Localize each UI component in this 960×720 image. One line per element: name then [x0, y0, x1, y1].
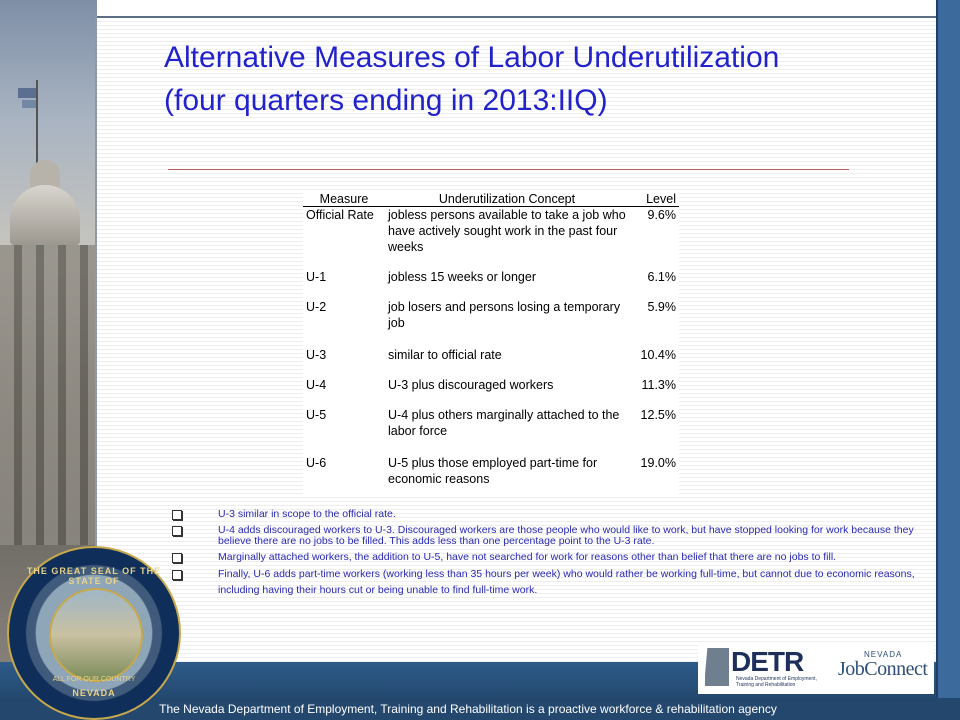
row-level: 11.3% [641, 378, 676, 392]
note-text: U-4 adds discouraged workers to U-3. Discouraged workers are those people who would like to work, but have stopped looking for work because they believe there are no jobs to be filled. This adds less than one percentage point to the U-3 rate. [218, 524, 914, 547]
capitol-facade [0, 245, 97, 545]
row-concept: U-4 plus others marginally attached to the labor force [388, 408, 620, 438]
table-row [303, 207, 679, 270]
list-item [168, 525, 924, 547]
row-measure: U-3 [306, 348, 327, 362]
row-concept: similar to official rate [388, 348, 502, 362]
table-row [303, 407, 679, 455]
note-text: Marginally attached workers, the addition to U-5, have not searched for work for reasons other than belief that there are no jobs to fill. [218, 551, 837, 563]
right-accent-bar [936, 0, 960, 720]
row-level: 6.1% [647, 270, 676, 284]
row-level: 9.6% [647, 208, 676, 222]
partner-logos [698, 644, 934, 694]
content-top-border [97, 16, 936, 18]
checkbox-bullet-icon [172, 553, 182, 563]
measures-table-container [303, 192, 679, 494]
table-row [303, 299, 679, 347]
row-concept: job losers and persons losing a temporary job [388, 300, 621, 330]
measures-table [303, 192, 679, 491]
list-item [168, 509, 924, 520]
title-divider [168, 169, 849, 170]
flagpole [36, 80, 38, 165]
flag-icon [22, 100, 36, 108]
row-measure: U-6 [306, 456, 327, 470]
row-concept: jobless 15 weeks or longer [388, 270, 536, 284]
table-row [303, 347, 679, 377]
row-level: 19.0% [640, 456, 676, 470]
notes-list [168, 509, 924, 603]
table-row [303, 377, 679, 407]
table-row [303, 455, 679, 491]
checkbox-bullet-icon [172, 510, 182, 520]
row-concept: U-3 plus discouraged workers [388, 378, 554, 392]
row-measure: Official Rate [306, 208, 374, 222]
list-item [168, 552, 924, 563]
row-concept: U-5 plus those employed part-time for economic reasons [388, 456, 598, 486]
jobconnect-state-label: NEVADA [864, 650, 903, 659]
table-header-row [303, 192, 679, 207]
slide-title: Alternative Measures of Labor Underutilization (four quarters ending in 2013:IIQ) [164, 41, 780, 117]
detr-logo-subtitle: Nevada Department of Employment, Training and Rehabilitation [736, 676, 817, 688]
row-concept: jobless persons available to take a job who have actively sought work in the past four weeks [388, 208, 626, 254]
seal-bottom-text: NEVADA [72, 688, 116, 698]
note-text: Finally, U-6 adds part-time workers (working less than 35 hours per week) who would rather be working full-time, but cannot due to economic reasons, including having their hours cut or being unable to find full-time work. [218, 568, 915, 596]
row-measure: U-1 [306, 270, 327, 284]
header-measure: Measure [303, 192, 385, 207]
row-level: 10.4% [640, 348, 676, 362]
flag-icon [18, 88, 36, 98]
detr-logo: DETR [731, 646, 804, 677]
row-measure: U-4 [306, 378, 327, 392]
row-level: 5.9% [647, 300, 676, 314]
row-measure: U-5 [306, 408, 327, 422]
header-level: Level [629, 192, 679, 207]
row-measure: U-2 [306, 300, 327, 314]
seal-top-text: THE GREAT SEAL OF THE STATE OF [26, 566, 162, 586]
capitol-dome [10, 185, 80, 245]
nevada-state-outline-icon [705, 648, 729, 686]
right-accent-edge [936, 0, 938, 720]
row-level: 12.5% [640, 408, 676, 422]
list-item [168, 566, 924, 598]
nevada-state-seal [7, 546, 181, 720]
header-concept: Underutilization Concept [385, 192, 629, 207]
table-row [303, 269, 679, 299]
footer-text: The Nevada Department of Employment, Training and Rehabilitation is a proactive workforce & rehabilitation agency [159, 702, 777, 716]
note-text: U-3 similar in scope to the official rate. [218, 508, 396, 520]
checkbox-bullet-icon [172, 526, 182, 536]
seal-motto: ALL FOR OUR COUNTRY [52, 676, 136, 683]
jobconnect-logo: JobConnect [838, 658, 928, 680]
seal-landscape-icon [49, 588, 143, 682]
